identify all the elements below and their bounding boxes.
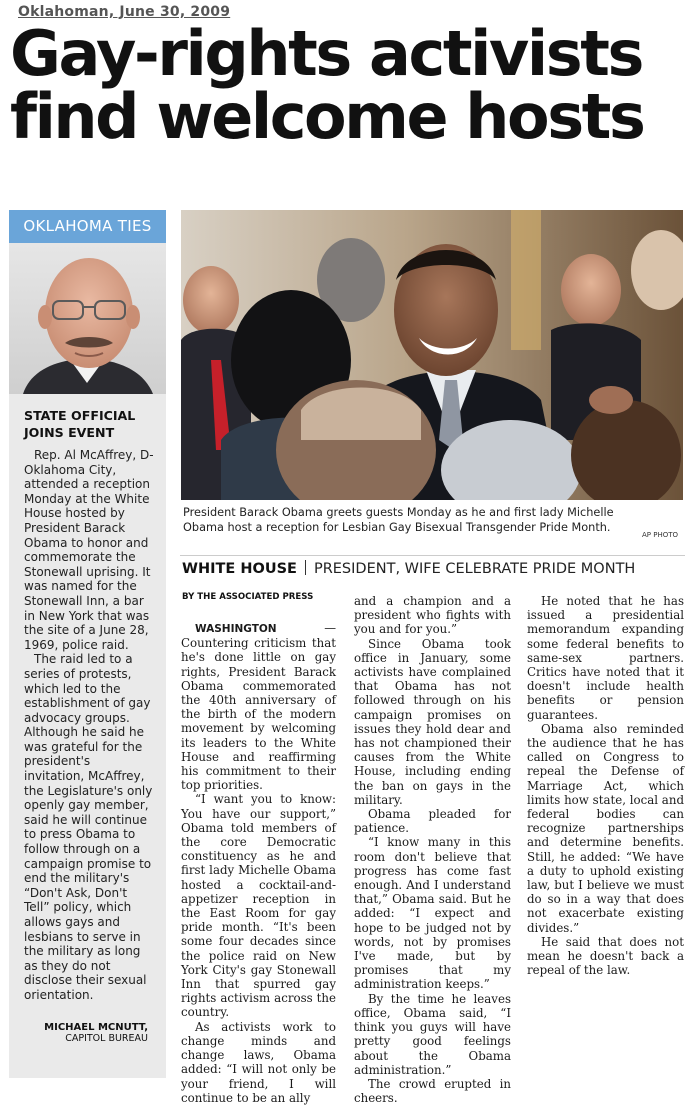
article-column-1 [181,621,336,1105]
article-paragraph: He noted that he has issued a presidential memorandum expanding some federal benefits to same-sex partners. Critics have noted that it doesn't include health benefits or pension guarantees. [527,594,684,722]
sidebar-byline [24,1022,148,1044]
kicker-divider [305,560,306,575]
article-paragraph: “I want you to know: You have our support,” Obama told members of the core Democratic constituency as he and first lady Michelle Obama hosted a cocktail-and-appetizer reception in the East Room for gay pride month. “It's been some four decades since the police raid on New York City's gay Stonewall Inn that spurred gay rights activism across the country. [181,792,336,1020]
article-paragraph: The crowd erupted in cheers. [354,1076,511,1105]
kicker-subhead: PRESIDENT, WIFE CELEBRATE PRIDE MONTH [313,561,636,577]
kicker [182,560,687,577]
article-byline: BY THE ASSOCIATED PRESS [182,592,314,602]
sidebar-body [24,448,154,1003]
sidebar-headline: STATE OFFICIAL JOINS EVENT [24,408,136,440]
article-paragraph: As activists work to change minds and change laws, Obama added: “I will not only be your friend, I will continue to be an ally [181,1019,336,1105]
sidebar-byline-name: MICHAEL MCNUTT, [44,1022,148,1033]
article-paragraph: Obama also reminded the audience that he has called on Congress to repeal the Defense of Marriage Act, which limits how state, local and federal bodies can recognize partnerships and determine benefits. Still, he added: “We have a duty to uphold existing law, but I believe we must do so in a way that does not exacerbate existing divides.” [527,721,684,935]
kicker-section: WHITE HOUSE [182,561,297,577]
article-paragraph: By the time he leaves office, Obama said, “I think you guys will have pretty good feelings about the Obama administration.” [354,991,511,1077]
article-paragraph [181,621,336,792]
sidebar-paragraph: Rep. Al McAffrey, D-Oklahoma City, attended a reception Monday at the White House hosted by President Barack Obama to honor and commemorate the Stonewall uprising. It was named for the Stonewall Inn, a bar in New York that was the site of a June 28, 1969, police raid. [24,448,154,652]
sidebar-paragraph: The raid led to a series of protests, which led to the establishment of gay advocacy groups. Although he said he was grateful for the president's invitation, McAffrey, the Legislature's only openly gay member, said he will continue to press Obama to follow through on a campaign promise to end the military's “Don't Ask, Don't Tell” policy, which allows gays and lesbians to serve in the military as long as they do not disclose their sexual orientation. [24,652,153,1002]
portrait-illustration [9,243,166,394]
article-column-2 [354,594,511,1105]
main-photo [181,210,683,500]
article-column-3 [527,594,684,977]
headline [10,17,690,153]
headline-line-2: find welcome hosts [10,80,644,153]
article-lead-text: — Countering criticism that he's done little on gay rights, President Barack Obama commemorated the 40th anniversary of the birth of the modern movement by welcoming its leaders to the White House and reaffirming his commitment to their top priorities. [181,621,336,793]
article-paragraph: He said that does not mean he doesn't back a repeal of the law. [527,934,684,978]
sidebar-byline-desk: CAPITOL BUREAU [65,1033,148,1044]
source-dateline: Oklahoman, June 30, 2009 [18,4,231,20]
reception-photo-illustration [181,210,683,500]
article-paragraph: Obama pleaded for patience. [354,807,511,836]
headline-line-1: Gay-rights activists [10,17,643,90]
photo-caption: President Barack Obama greets guests Monday as he and first lady Michelle Obama host a reception for Lesbian Gay Bisexual Transgender Pride Month. [183,506,614,534]
article-paragraph: Since Obama took office in January, some activists have complained that Obama has not followed through on his campaign promises on issues they hold dear and has not championed their causes from the White House, including ending the ban on gays in the military. [354,636,511,807]
kicker-rule [180,555,685,556]
article-paragraph: “I know many in this room don't believe that progress has come fast enough. And I understand that,” Obama said. But he added: “I expect and hope to be judged not by words, not by promises I've made, but by promises that my administration keeps.” [354,835,511,992]
photo-credit: AP PHOTO [642,531,679,539]
article-dateline: WASHINGTON [195,623,277,635]
portrait-photo [9,243,166,394]
article-paragraph-continued: and a champion and a president who fights with you and for you.” [354,594,511,637]
sidebar-tag: OKLAHOMA TIES [9,210,166,243]
